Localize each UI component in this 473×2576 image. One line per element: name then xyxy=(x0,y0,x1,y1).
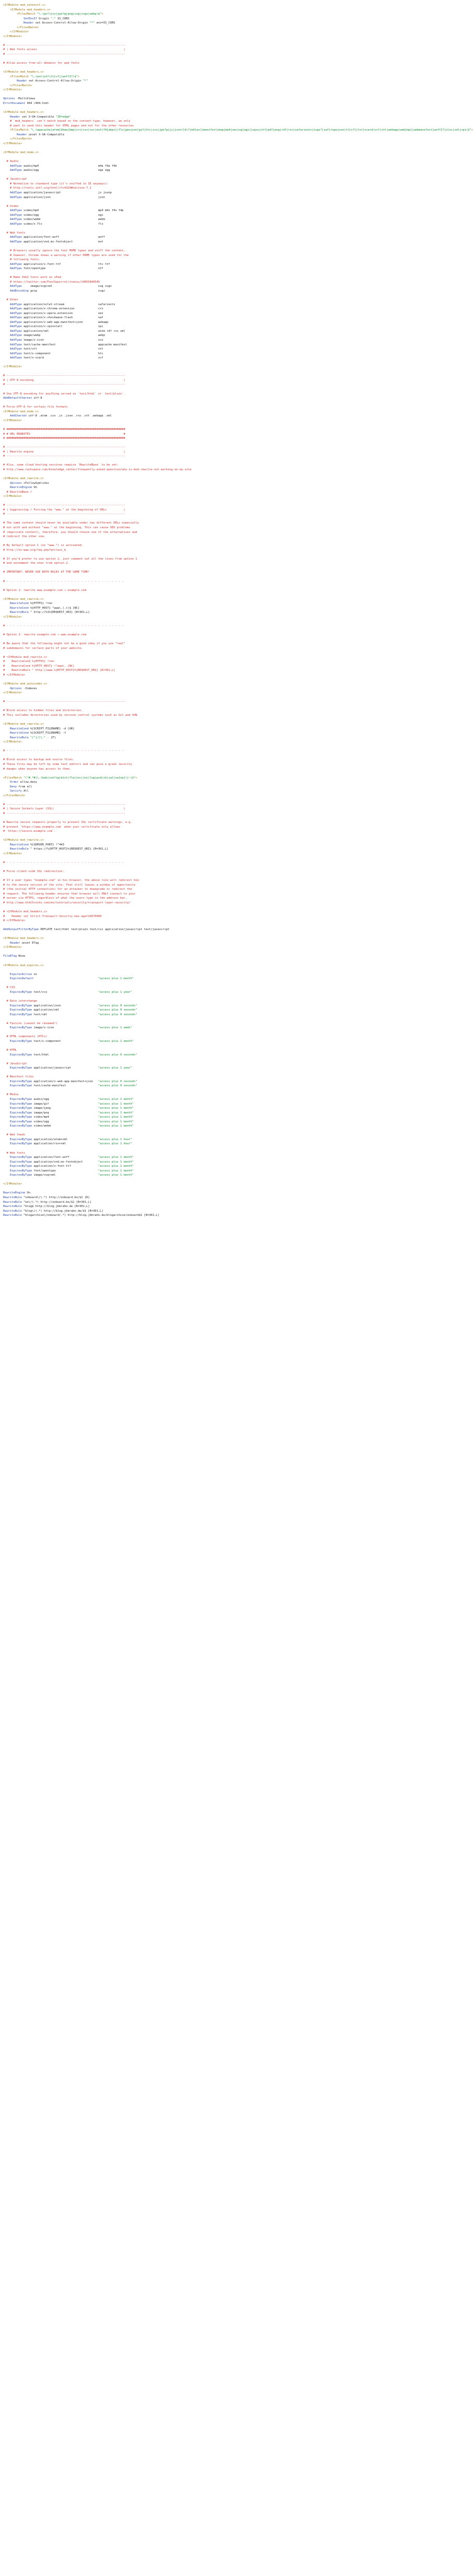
code-line: <IfModule mod_headers.c> xyxy=(3,937,44,941)
code-line xyxy=(3,271,369,276)
code-line xyxy=(3,66,369,71)
code-line: # If you'd prefer to use option 2, just comment out all the lines from option 1 xyxy=(3,557,137,561)
code-line: # ---------------------------------------------------------------------- xyxy=(3,504,125,507)
code-line: # By default option 1 (no "www.") is activated: xyxy=(3,544,83,548)
code-line xyxy=(3,566,369,571)
code-line xyxy=(3,387,369,392)
code-line: ExpiresByType application/font-woff "access plus 1 month" xyxy=(9,1156,134,1159)
code-line: # <IfModule mod_headers.c> xyxy=(3,910,48,914)
code-line: ExpiresByType text/cache-manifest "access plus 0 seconds" xyxy=(9,1084,137,1088)
code-line: # subdomains for certain parts of your website. xyxy=(3,646,83,650)
code-line: RewriteRule ^onboard\/(.*) http://onboard.bo/$1 [R] xyxy=(3,1196,90,1200)
code-line: <IfModule mod_rewrite.c> xyxy=(3,723,44,726)
code-line xyxy=(3,619,369,624)
code-line: # Browsers usually ignore the font MIME types and sniff the content, xyxy=(9,249,125,253)
code-line: AddEncoding gzip svgz xyxy=(9,289,105,293)
code-line xyxy=(3,981,369,986)
code-line: ExpiresByType image/jpeg "access plus 1 month" xyxy=(9,1107,134,1110)
code-line: AddType application/x-font-ttf ttc ttf xyxy=(9,262,110,266)
code-line: RewriteCond %{SCRIPT_FILENAME} -d [OR] xyxy=(9,727,75,730)
code-line: # Favicon (cannot be renamed!) xyxy=(6,1022,57,1025)
code-line: </FilesMatch> xyxy=(9,137,32,141)
code-line xyxy=(3,200,369,204)
code-line: <IfModule mod_headers.c> xyxy=(3,71,44,74)
code-line: AddType text/x-vcard vcf xyxy=(9,356,103,360)
code-line xyxy=(3,1043,369,1048)
code-line: # Force client-side SSL redirection. xyxy=(3,870,64,874)
code-line: # prevent `https://www.example.com` when your certificate only allows xyxy=(3,825,120,829)
code-line: # | Secure Sockets Layer (SSL) | xyxy=(3,807,125,811)
code-line xyxy=(3,584,369,588)
code-line xyxy=(3,704,369,709)
code-line xyxy=(3,575,369,579)
code-line: ExpiresByType application/xml "access plus 0 seconds" xyxy=(9,1008,137,1012)
code-line: ExpiresDefault "access plus 1 month" xyxy=(9,977,134,981)
code-line: # ---------------------------------------------------------------------- xyxy=(3,811,125,815)
code-line: # http://tools.ietf.org/html/rfc4329#section-7.2 xyxy=(9,187,91,190)
code-line: </IfModule> xyxy=(3,1182,22,1186)
code-line: ExpiresByType application/vnd.ms-fontobject "access plus 1 month" xyxy=(9,1160,134,1164)
code-line: ExpiresByType text/x-component "access plus 1 month" xyxy=(9,1039,134,1043)
code-line: # <IfModule mod_rewrite.c> xyxy=(3,655,48,659)
code-line: # - - - - - - - - - - - - - - - - - - - - - - - - - - - - - - - - - - - xyxy=(3,624,124,628)
code-line: # JavaScript xyxy=(6,1062,27,1065)
code-line: </IfModule> xyxy=(3,946,22,949)
code-line xyxy=(3,226,369,231)
code-line: AddDefaultCharset utf-8 xyxy=(3,397,42,400)
code-line: # ---------------------------------------------------------------------- xyxy=(3,53,125,56)
code-line xyxy=(3,39,369,43)
code-line: </IfModule> xyxy=(3,88,22,92)
code-line: </IfModule> xyxy=(3,365,22,369)
code-line xyxy=(3,865,369,870)
code-line: # </IfModule> xyxy=(3,674,26,677)
code-line xyxy=(3,856,369,861)
code-line: # RewriteCond %{HTTPS} !=on xyxy=(3,660,54,664)
code-line: AddType text/cache-manifest appcache manifest xyxy=(9,343,127,346)
code-line: <IfModule mod_rewrite.c> xyxy=(3,597,44,601)
code-line xyxy=(3,695,369,700)
code-line xyxy=(3,539,369,544)
code-line: AddType text/x-component htc xyxy=(9,352,103,355)
code-line: RewriteCond %{HTTP_HOST} ^www\.(.+)$ [NC] xyxy=(9,606,80,610)
code-line xyxy=(3,1088,369,1093)
code-line: ExpiresActive on xyxy=(9,972,37,976)
code-line: # Audio xyxy=(6,160,19,164)
code-line: # however, Chrome shows a warning if other MIME types are used for the xyxy=(9,253,129,257)
code-line: AddType application/octet-stream safariextz xyxy=(9,303,116,306)
code-line: AddType text/vtt vtt xyxy=(9,347,103,351)
code-line: ExpiresByType image/gif "access plus 1 month" xyxy=(9,1102,134,1106)
code-line: # Rewrite secure requests properly to prevent SSL certificate warnings, e.g. xyxy=(3,821,132,825)
code-line: AddCharset utf-8 .atom .css .js .json .rss .vtt .webapp .xml xyxy=(9,414,112,418)
code-line xyxy=(3,369,369,374)
code-line xyxy=(3,629,369,633)
code-line: </IfModule> xyxy=(3,34,22,38)
code-line: RewriteCond %{SERVER_PORT} !^443 xyxy=(9,843,64,846)
code-line: # Block access to hidden files and directories. xyxy=(3,709,83,713)
code-line: ExpiresByType application/javascript "access plus 1 year" xyxy=(9,1066,132,1070)
code-line: # | UTF-8 encoding | xyxy=(3,378,125,382)
code-line: Options +FollowSymlinks xyxy=(9,481,49,485)
code-line: # Header set Strict-Transport-Security max-age=16070400 xyxy=(3,914,102,918)
code-line: ExpiresByType application/x-web-app-manifest+json "access plus 0 seconds" xyxy=(9,1080,137,1083)
code-line: Order allow,deny xyxy=(9,781,37,784)
code-line: RewriteEngine On xyxy=(3,1191,30,1195)
code-line: # ---------------------------------------------------------------------- xyxy=(3,374,125,378)
code-line: AddType video/ogg ogv xyxy=(9,213,103,217)
code-line: # ---------------------------------------------------------------------- xyxy=(3,700,125,704)
code-line: # server via HTTPS, regardless of what the users type in the address bar. xyxy=(3,897,127,900)
code-line: AddType video/x-flv flv xyxy=(9,222,103,226)
code-line: # want to send this header for HTML pages and not for the other resources xyxy=(9,124,134,127)
code-line: AddType application/x-web-app-manifest+json webapp xyxy=(9,320,109,324)
code-line: <IfModule mod_mime.c> xyxy=(3,151,39,155)
code-line: # Web feeds xyxy=(6,1133,26,1137)
code-line: <IfModule mod_headers.c> xyxy=(9,8,51,11)
code-line: AddType application/javascript js jsonp xyxy=(9,191,112,194)
code-line: <IfModule mod_rewrite.c> xyxy=(3,839,44,842)
code-line: # ---------------------------------------------------------------------- xyxy=(3,803,125,806)
code-line: RewriteCond %{SCRIPT_FILENAME} -f xyxy=(9,732,66,735)
code-line: </IfModule> xyxy=(3,142,22,145)
code-line: # - - - - - - - - - - - - - - - - - - - - - - - - - - - - - - - - - - - xyxy=(3,749,124,753)
code-line: # (the initial HTTP connection) for an attacker to downgrade or redirect the xyxy=(3,888,132,891)
code-line xyxy=(3,1129,369,1133)
code-line xyxy=(3,905,369,910)
code-line: <IfModule mod_headers.c> xyxy=(3,111,44,114)
code-line: Header set X-UA-Compatible "IE=edge" xyxy=(9,115,71,119)
code-line: ExpiresByType application/x-font-ttf "access plus 1 month" xyxy=(9,1165,134,1168)
code-line: Header set Access-Control-Allow-Origin "*" xyxy=(16,79,88,83)
code-line: AddType image/x-icon ico xyxy=(9,339,103,342)
code-line: # This includes directories used by version control systems such as Git and SVN. xyxy=(3,713,139,717)
code-line: AddType application/x-shockwave-flash swf xyxy=(9,316,103,320)
code-line xyxy=(3,441,369,446)
code-line: </FilesMatch> xyxy=(3,794,26,797)
code-line: ExpiresByType application/rss+xml "access plus 1 hour" xyxy=(9,1142,132,1146)
code-line: AddType video/webm webm xyxy=(9,218,105,222)
code-line: AddType application/x-xpinstall xpi xyxy=(9,325,103,329)
code-line xyxy=(3,994,369,999)
code-line: # redirect the other one. xyxy=(3,535,46,539)
code-line: # ---------------------------------------------------------------------- xyxy=(3,446,125,449)
code-line xyxy=(3,923,369,928)
code-line: # http://www.html5rocks.com/en/tutorials/security/transport-layer-security/ xyxy=(3,901,131,904)
code-line: # http://www.rackspace.com/knowledge_center/frequently-asked-question/why-is-mod-rewrite-not-working-on-my-site xyxy=(3,468,192,471)
code-line: FileETag None xyxy=(3,955,26,958)
code-line: AddType video/mp4 mp4 m4v f4v f4p xyxy=(9,209,124,213)
code-line: # Other xyxy=(6,298,19,302)
code-line xyxy=(3,798,369,803)
code-line: </IfModule> xyxy=(3,419,22,422)
code-line xyxy=(3,245,369,249)
code-line: AddType application/vnd.ms-fontobject eot xyxy=(9,240,103,243)
code-line: <FilesMatch "(^#.*#|\.(bak|config|dist|fla|inc|ini|log|psd|sh|sql|sw[op])|~)$"> xyxy=(3,776,137,780)
code-line: # CSS xyxy=(6,986,15,990)
code-line: </IfModule> xyxy=(9,30,29,34)
code-line: <FilesMatch "\.(eot|otf|tt[cf]|woff2?)$"> xyxy=(9,75,80,78)
code-line: # not with and without "www." at the beginning. This can cause SEO problems xyxy=(3,526,131,529)
code-line: # Also, some cloud hosting services require `RewriteBase` to be set: xyxy=(3,463,119,467)
code-line: AddType audio/ogg oga ogg xyxy=(9,169,110,172)
code-line: # Be aware that the following might not be a good idea if you use "real" xyxy=(3,642,125,646)
code-line xyxy=(3,1017,369,1022)
code-line: Header set Access-Control-Allow-Origin "*" env=IS_CORS xyxy=(23,21,116,25)
code-line: AddType application/font-woff woff xyxy=(9,236,105,239)
code-line xyxy=(3,1057,369,1062)
code-line xyxy=(3,932,369,937)
code-line xyxy=(3,874,369,879)
code-line: ExpiresByType image/x-icon "access plus 1 week" xyxy=(9,1026,132,1030)
code-line: # ###################################################################### xyxy=(3,427,125,431)
code-line: Header unset ETag xyxy=(9,941,39,945)
code-line: Deny from all xyxy=(9,785,32,788)
code-line xyxy=(3,771,369,776)
code-line xyxy=(3,968,369,972)
code-line: # Allow access from all domains for web fonts xyxy=(3,62,80,65)
code-line: # Use UTF-8 encoding for anything served as `text/html` or `text/plain`. xyxy=(3,392,125,396)
code-line: <IfModule mod_expires.c> xyxy=(3,964,44,967)
code-line: # Block access to backup and source files. xyxy=(3,758,75,762)
code-line: ErrorDocument 404 /404.html xyxy=(3,102,49,106)
code-line: RewriteRule ^en\/(.*) http://onboard.bo/$1 [R=301,L] xyxy=(3,1200,91,1204)
code-line: </FilesMatch> xyxy=(9,84,32,87)
code-line: AddType font/opentype otf xyxy=(9,267,103,271)
code-line: AddType application/xml atom rdf rss xml xyxy=(9,329,125,333)
code-line: # These files may be left by some text editors and can pose a great security xyxy=(3,762,132,766)
code-line: # danger when anyone has access to them. xyxy=(3,767,71,771)
code-line: </IfModule> xyxy=(3,615,22,619)
code-line: </IfModule> xyxy=(3,740,22,744)
code-line xyxy=(3,1146,369,1151)
code-line xyxy=(3,678,369,682)
code-line xyxy=(3,753,369,758)
code-line: ExpiresByType video/webm "access plus 1 month" xyxy=(9,1124,134,1128)
code-line: # - - - - - - - - - - - - - - - - - - - - - - - - - - - - - - - - - - - xyxy=(3,861,124,864)
code-line: Options -MultiViews xyxy=(3,97,36,101)
code-line: # ---------------------------------------------------------------------- xyxy=(3,43,125,47)
code-line: # | Suppressing / Forcing the "www." at the beginning of URLs | xyxy=(3,508,125,512)
code-line: # Force UTF-8 for certain file formats xyxy=(3,405,68,409)
code-line xyxy=(3,57,369,62)
code-line: # RewriteRule ^ http://www.%{HTTP_HOST}%{REQUEST_URI} [R=301,L] xyxy=(3,669,116,672)
code-line: ExpiresByType image/svg+xml "access plus 1 month" xyxy=(9,1174,134,1177)
code-line: ExpiresByType text/xml "access plus 0 seconds" xyxy=(9,1013,137,1016)
code-line xyxy=(3,1030,369,1035)
code-line: # | Web fonts access | xyxy=(3,48,125,52)
code-line: RewriteCond %{HTTPS} !=on xyxy=(9,602,53,606)
code-line: # Web fonts xyxy=(6,231,26,235)
code-line: # http://no-www.org/faq.php?q=class_b xyxy=(3,548,66,552)
code-line: </FilesMatch> xyxy=(16,26,39,29)
code-line: # Option 1: rewrite www.example.com → example.com xyxy=(3,588,87,592)
code-line: AddType audio/mp4 m4a f4a f4b xyxy=(9,164,117,168)
code-line: AddType image/webp webp xyxy=(9,334,105,338)
code-line: <IfModule mod_rewrite.c> xyxy=(3,477,44,480)
code-line: RewriteRule ^ https://%{HTTP_HOST}%{REQUEST_URI} [R=301,L] xyxy=(9,848,109,851)
code-line xyxy=(3,651,369,655)
code-line: # Web fonts xyxy=(6,1151,26,1155)
code-line xyxy=(3,92,369,97)
code-line: Options -Indexes xyxy=(9,687,37,690)
code-line xyxy=(3,637,369,642)
code-line: # to the secure version of the site. That still leaves a window of opportunity xyxy=(3,883,136,887)
code-line: AddType application/x-chrome-extension crx xyxy=(9,307,103,311)
code-line: ExpiresByType text/html "access plus 0 seconds" xyxy=(9,1053,137,1057)
code-line: # If a user types "example.com" in his browser, the above rule will redirect him xyxy=(3,879,139,883)
code-line xyxy=(3,459,369,463)
code-line: <FilesMatch "\.(appcache|atom|bbaw|bmp|crx|css|cur|eot|f4[abpv]|flv|geojson|gif|htc|ico|jpe?g|js|json(ld)?|m4[av]|manifest|map|mp4|oex|og[agv]|opus|otf|pdf|png|rdf|rss|safariextz|svgz?|swf|topojson|tt[cf]|txt|vcard|vcf|vtt|webapp|web[mp]|webmanifest|woff2?|xloc|xml|xpi)$"> xyxy=(9,129,473,132)
code-line: # - - - - - - - - - - - - - - - - - - - - - - - - - - - - - - - - - - - xyxy=(3,579,124,583)
code-line: ExpiresByType application/atom+xml "access plus 1 hour" xyxy=(9,1138,132,1141)
code-line: # JavaScript xyxy=(6,178,27,181)
code-editor[interactable] xyxy=(0,0,473,1218)
code-line: # (duplicate content), therefore, you should choose one of the alternatives and xyxy=(3,530,137,534)
code-line: </IfModule> xyxy=(3,852,22,855)
code-line: </IfModule> xyxy=(3,691,22,695)
code-line: RewriteRule "(^|/)\." - [F] xyxy=(9,736,56,739)
code-line: # ---------------------------------------------------------------------- xyxy=(3,513,125,516)
code-line xyxy=(3,401,369,405)
code-line: RewriteRule ^ http://%1%{REQUEST_URI} [R=301,L] xyxy=(9,611,90,614)
code-line: # ---------------------------------------------------------------------- xyxy=(3,455,125,458)
code-line: ExpiresByType text/css "access plus 1 year" xyxy=(9,990,132,994)
code-line xyxy=(3,718,369,723)
code-line xyxy=(3,517,369,521)
code-line: <IfModule mod_autoindex.c> xyxy=(3,682,48,686)
code-line: RewriteRule ^blog$ http://blog.jbbrahn.de [R=301,L] xyxy=(3,1205,90,1209)
code-line: # RewriteCond %{HTTP_HOST} !^www\. [NC] xyxy=(3,664,75,668)
code-line xyxy=(3,745,369,749)
code-line xyxy=(3,593,369,597)
code-line xyxy=(3,1178,369,1182)
code-line xyxy=(3,499,369,504)
code-line: # https://twitter.com/FontSquirrel/status/14855840545 xyxy=(9,280,100,284)
code-line: # </IfModule> xyxy=(3,919,26,923)
code-line: ExpiresByType audio/ogg "access plus 1 month" xyxy=(9,1097,134,1101)
code-line: # RewriteBase / xyxy=(6,490,32,494)
code-line: RewriteEngine On xyxy=(9,486,37,490)
code-line: AddType image/svg+xml svg svgz xyxy=(9,285,112,288)
code-line: # ###################################################################### xyxy=(3,437,125,440)
code-line xyxy=(3,950,369,955)
code-line xyxy=(3,155,369,160)
code-line: ExpiresByType video/ogg "access plus 1 month" xyxy=(9,1120,134,1123)
code-line: RewriteRule ^blogarchive\/onboard(.*) http://blog.jbbrahn.de/blogarchive/onboard$1 [R=301,L] xyxy=(3,1214,159,1217)
code-line: AddType application/json json xyxy=(9,195,105,199)
code-line: # The same content should never be available under two different URLs especially xyxy=(3,521,139,525)
code-line xyxy=(3,146,369,151)
code-line: ExpiresByType application/json "access plus 0 seconds" xyxy=(9,1004,137,1007)
code-line: # HTML xyxy=(6,1048,17,1052)
code-line: ExpiresByType video/mp4 "access plus 1 month" xyxy=(9,1116,134,1119)
code-line xyxy=(3,834,369,839)
code-line: # request. The following header ensures that browser will ONLY connect to your xyxy=(3,892,136,896)
code-line: # Option 2: rewrite example.com → www.example.com xyxy=(3,633,87,637)
code-line: # following fonts. xyxy=(9,258,41,262)
code-line: # IMPORTANT: NEVER USE BOTH RULES AT THE SAME TIME! xyxy=(3,571,90,574)
code-line: # and uncomment the ones from option 2. xyxy=(3,562,70,565)
code-line: # Video xyxy=(6,204,19,208)
code-line: ExpiresByType image/png "access plus 1 month" xyxy=(9,1111,134,1115)
code-line xyxy=(3,1187,369,1191)
code-line: AddOutputFilterByType DEFLATE text/html text/plain text/css application/javascript text/javascript xyxy=(3,928,170,932)
code-line: # | Rewrite engine | xyxy=(3,450,125,454)
code-line: RewriteRule ^blog\/(.*) http://blog.jbbrahn.de/$1 [R=301,L] xyxy=(3,1209,103,1213)
code-line: Header unset X-UA-Compatible xyxy=(16,133,64,136)
code-line: </IfModule> xyxy=(3,495,22,498)
code-line: # `https://secure.example.com`. xyxy=(3,830,56,833)
code-line: # ---------------------------------------------------------------------- xyxy=(3,383,125,387)
code-line: # # URL REWRITES # xyxy=(3,432,125,436)
code-line: AddType application/x-opera-extension oex xyxy=(9,311,103,315)
code-line: # Make SVGZ fonts work on iPad: xyxy=(9,276,63,280)
code-line xyxy=(3,423,369,427)
code-line: <IfModule mod_setenvif.c> xyxy=(3,4,46,7)
code-line: <FilesMatch "\.(gif|ico|jpe?g|png|svg|svgz|webp)$"> xyxy=(16,13,103,16)
code-line: # `mod_headers` can't match based on the content-type, however, we only xyxy=(9,120,131,123)
code-line xyxy=(3,173,369,178)
code-line xyxy=(3,361,369,365)
code-line: # Manifest files xyxy=(6,1075,34,1079)
code-line: # HTML components (HTCs) xyxy=(6,1035,48,1039)
code-line: Satisfy All xyxy=(9,790,29,793)
code-line: # Media xyxy=(6,1093,19,1097)
code-line: # Normalize to standard type (it's sniffed in IE anyways): xyxy=(9,182,109,185)
code-line xyxy=(3,959,369,964)
code-line xyxy=(3,294,369,298)
code-line: SetEnvIf Origin ":" IS_CORS xyxy=(23,17,70,20)
code-line xyxy=(3,1071,369,1075)
code-line xyxy=(3,552,369,557)
code-line: # Data interchange xyxy=(6,999,37,1003)
code-line xyxy=(3,472,369,477)
code-line xyxy=(3,816,369,821)
code-line xyxy=(3,106,369,111)
code-line: <IfModule mod_mime.c> xyxy=(3,410,39,413)
code-line: ExpiresByType font/opentype "access plus 1 month" xyxy=(9,1169,134,1173)
